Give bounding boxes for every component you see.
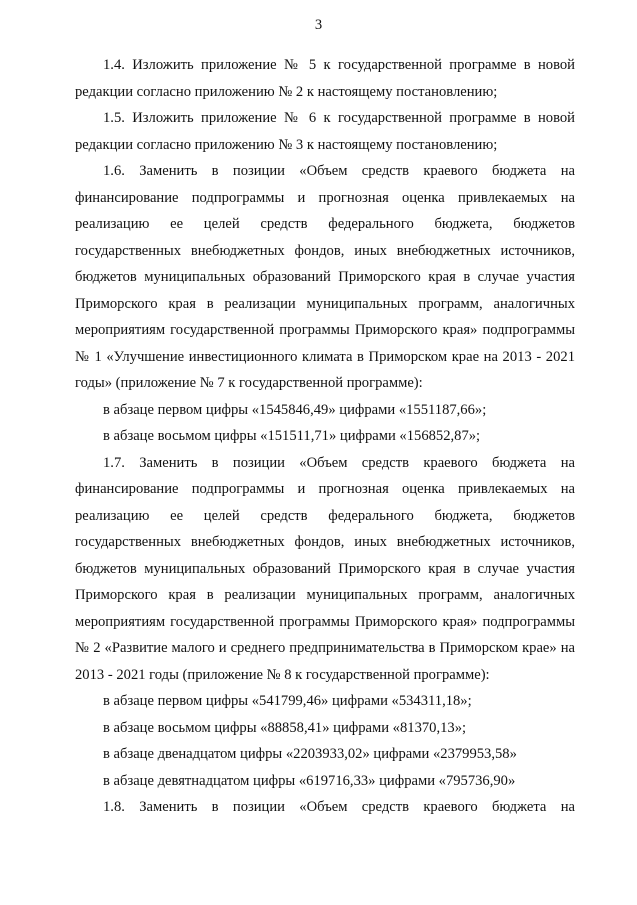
document-body xyxy=(75,52,575,821)
paragraph-1-7-item-1: в абзаце первом цифры «541799,46» цифрами «534311,18»; xyxy=(103,693,472,709)
paragraph-1-5: 1.5. Изложить приложение № 6 к государственной программе в новой редакции согласно приложению № 3 к настоящему постановлению; xyxy=(75,110,575,153)
paragraph-1-6-item-1: в абзаце первом цифры «1545846,49» цифрами «1551187,66»; xyxy=(103,401,487,418)
paragraph-1-4: 1.4. Изложить приложение № 5 к государственной программе в новой редакции согласно приложению № 2 к настоящему постановлению; xyxy=(75,57,575,100)
paragraph-1-8: 1.8. Заменить в позиции «Объем средств краевого бюджета на xyxy=(103,799,575,815)
paragraph-1-7: 1.7. Заменить в позиции «Объем средств краевого бюджета на финансирование подпрограммы и прогнозная оценка привлекаемых на реализацию ее целей средств федерального бюджета, бюджетов государственных внебюджетных фондов, иных внебюджетных источников, бюджетов муниципальных образований Приморского края в случае участия Приморского края в реализации муниципальных программ, аналогичных мероприятиям государственной программы Приморского края» подпрограммы № 2 «Развитие малого и среднего предпринимательства в Приморском крае» на 2013 - 2021 годы (приложение № 8 к государственной программе): xyxy=(75,454,575,683)
paragraph-1-7-item-2: в абзаце восьмом цифры «88858,41» цифрами «81370,13»; xyxy=(103,719,467,736)
page-number: 3 xyxy=(314,17,323,33)
paragraph-1-6: 1.6. Заменить в позиции «Объем средств краевого бюджета на финансирование подпрограммы и прогнозная оценка привлекаемых на реализацию ее целей средств федерального бюджета, бюджетов государственных внебюджетных фондов, иных внебюджетных источников, бюджетов муниципальных образований Приморского края в случае участия Приморского края в реализации муниципальных программ, аналогичных мероприятиям государственной программы Приморского края» подпрограммы № 1 «Улучшение инвестиционного климата в Приморском крае на 2013 - 2021 годы» (приложение № 7 к государственной программе): xyxy=(75,163,575,391)
paragraph-1-7-item-4: в абзаце девятнадцатом цифры «619716,33» цифрами «795736,90» xyxy=(103,772,516,789)
paragraph-1-6-item-2: в абзаце восьмом цифры «151511,71» цифрами «156852,87»; xyxy=(103,428,481,444)
paragraph-1-7-item-3: в абзаце двенадцатом цифры «2203933,02» цифрами «2379953,58» xyxy=(103,746,517,762)
